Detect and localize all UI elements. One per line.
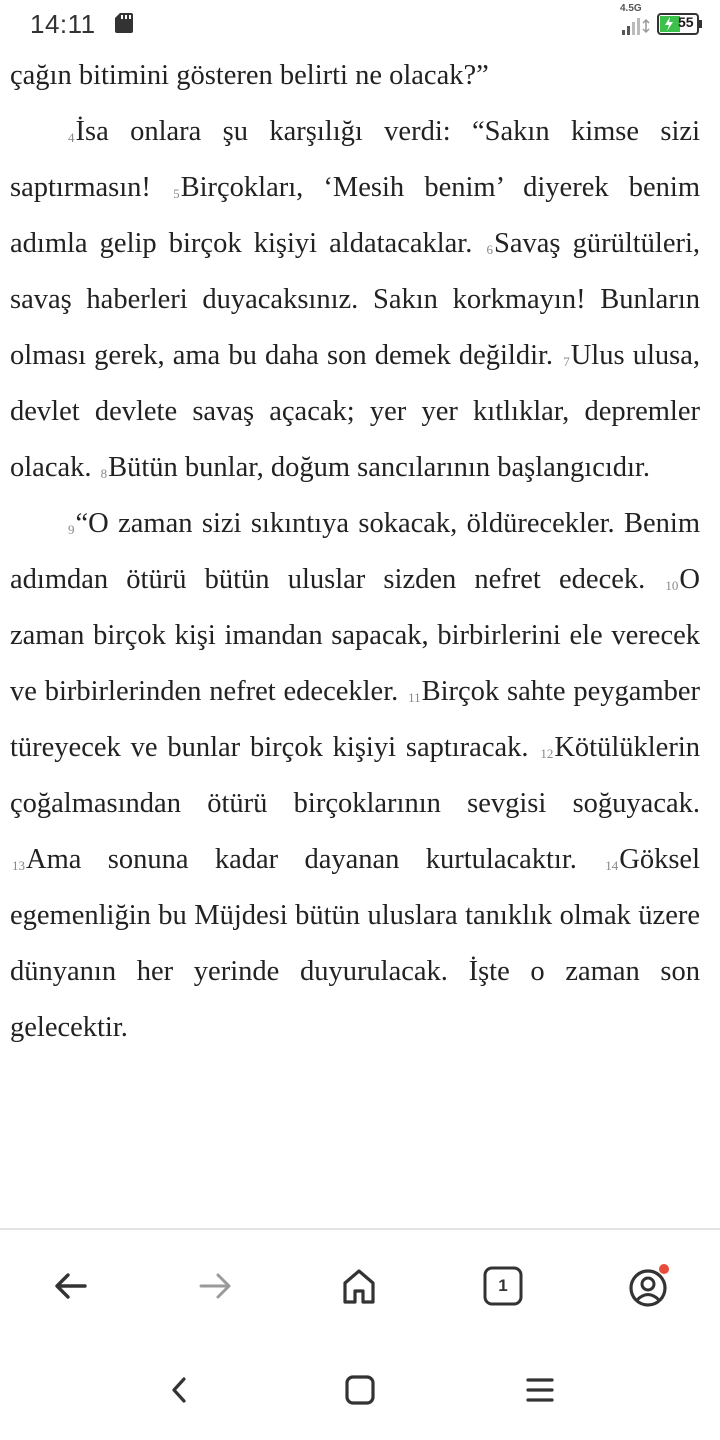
verse-number: 7 xyxy=(563,354,570,369)
tabs-button[interactable] xyxy=(475,1258,531,1314)
nav-home-icon xyxy=(340,1370,380,1410)
status-time: 14:11 xyxy=(30,9,96,39)
verse-text: Kötülüklerin çoğalmasından ötürü birçoklarının sevgisi soğuyacak. xyxy=(10,732,700,819)
network-type-label: 4.5G xyxy=(620,3,642,14)
back-button[interactable] xyxy=(43,1258,99,1314)
system-recents-button[interactable] xyxy=(512,1362,568,1418)
text-segment: çağın bitimini gösteren belirti ne olacak?” xyxy=(10,60,489,91)
reading-content xyxy=(10,48,700,1056)
forward-arrow-icon xyxy=(195,1266,235,1306)
battery-level: 55 xyxy=(678,14,694,30)
signal-icon xyxy=(621,17,653,35)
verse-number: 9 xyxy=(68,522,75,537)
nav-back-icon xyxy=(160,1370,200,1410)
verse-number: 4 xyxy=(68,130,75,145)
nav-recents-icon xyxy=(520,1370,560,1410)
system-back-button[interactable] xyxy=(152,1362,208,1418)
verse-text: Ama sonuna kadar dayanan kurtulacaktır. xyxy=(26,844,604,875)
verse-text: Bütün bunlar, doğum sancılarının başlangıcıdır. xyxy=(108,452,650,483)
verse-text: “O zaman sizi sıkıntıya sokacak, öldürecekler. Benim adımdan ötürü bütün uluslar sizden nefret edecek. xyxy=(10,508,700,595)
back-arrow-icon xyxy=(51,1266,91,1306)
system-home-button[interactable] xyxy=(332,1362,388,1418)
paragraph xyxy=(10,104,700,496)
paragraph-continuation xyxy=(10,48,700,104)
verse-number: 14 xyxy=(605,858,619,873)
browser-toolbar xyxy=(0,1228,720,1342)
verse-text: Birçokları, ‘Mesih benim’ diyerek benim adımla gelip birçok kişiyi aldatacaklar. xyxy=(10,172,701,259)
sd-card-icon xyxy=(114,12,134,34)
verse-number: 12 xyxy=(540,746,554,761)
verse-text: Göksel egemenliğin bu Müjdesi bütün uluslara tanıklık olmak üzere dünyanın her yerinde duyurulacak. İşte o zaman son gelecektir. xyxy=(10,844,700,1043)
verse-number: 10 xyxy=(665,578,679,593)
verse-text: Birçok sahte peygamber türeyecek ve bunlar birçok kişiyi saptıracak. xyxy=(10,676,700,763)
verse-number: 13 xyxy=(12,858,25,873)
profile-button[interactable] xyxy=(620,1258,676,1314)
verse-text: Savaş gürültüleri, savaş haberleri duyacaksınız. Sakın korkmayın! Bunların olması gerek, ama bu daha son demek değildir. xyxy=(10,228,701,371)
notification-dot xyxy=(659,1264,669,1274)
tab-count: 1 xyxy=(498,1276,508,1295)
verse-text: Ulus ulusa, devlet devlete savaş açacak; yer yer kıtlıklar, depremler olacak. xyxy=(10,340,701,483)
status-bar xyxy=(0,0,720,48)
verse-number: 8 xyxy=(100,466,108,481)
verse-text: İsa onlara şu karşılığı verdi: “Sakın kimse sizi saptırmasın! xyxy=(10,116,700,203)
forward-button[interactable] xyxy=(187,1258,243,1314)
paragraph xyxy=(10,496,700,1056)
home-button[interactable] xyxy=(331,1258,387,1314)
home-icon xyxy=(339,1266,379,1306)
verse-number: 5 xyxy=(173,186,180,201)
system-navigation-bar xyxy=(0,1340,720,1440)
verse-text: O zaman birçok kişi imandan sapacak, birbirlerini ele verecek ve birbirlerinden nefret edecekler. xyxy=(10,564,700,707)
verse-number: 6 xyxy=(486,242,493,257)
verse-number: 11 xyxy=(408,690,421,705)
profile-icon xyxy=(620,1258,676,1314)
